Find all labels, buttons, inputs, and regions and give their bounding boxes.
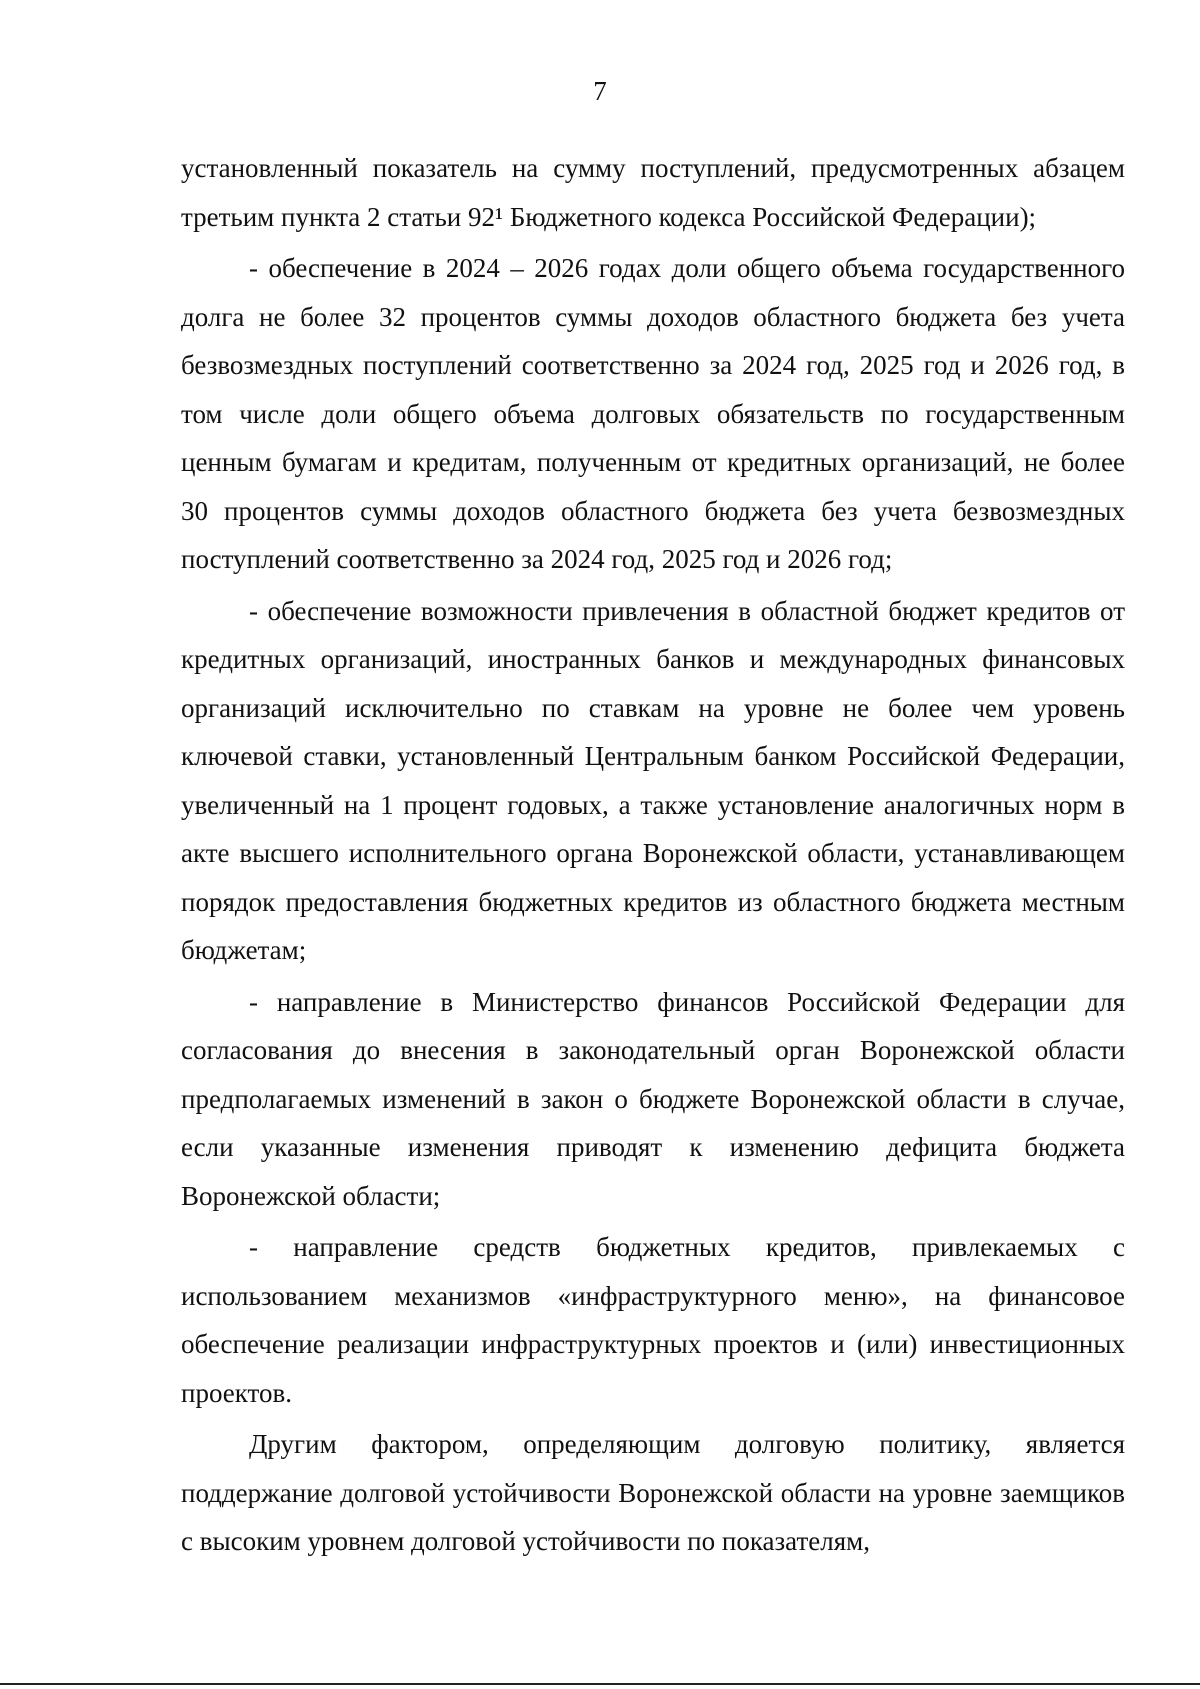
paragraph-ministry-approval: - направление в Министерство финансов Российской Федерации для согласования до внесения в законодательный орган Воронежской области предполагаемых изменений в закон о бюджете Воронежской области в случае, если указанные изменения приводят к изменению дефицита бюджета Воронежской области; <box>181 986 1125 1211</box>
page-number: 7 <box>593 76 607 106</box>
paragraph-credit-rates: - обеспечение возможности привлечения в областной бюджет кредитов от кредитных организаций, иностранных банков и международных финансовых организаций исключительно по ставкам на уровне не более чем уровень ключевой ставки, установленный Центральным банком Российской Федерации, увеличенный на 1 процент годовых, а также установление аналогичных норм в акте высшего исполнительного органа Воронежской области, устанавливающем порядок предоставления бюджетных кредитов из областного бюджета местным бюджетам; <box>181 595 1125 965</box>
document-body <box>181 144 1125 1569</box>
bottom-rule <box>0 1683 1200 1685</box>
paragraph-debt-sustainability: Другим фактором, определяющим долговую политику, является поддержание долговой устойчивости Воронежской области на уровне заемщиков с высоким уровнем долговой устойчивости по показателям, <box>181 1429 1125 1556</box>
paragraph-continuation: установленный показатель на сумму поступлений, предусмотренных абзацем третьим пункта 2 статьи 92¹ Бюджетного кодекса Российской Федерации); <box>181 153 1125 232</box>
paragraph-infrastructure-menu: - направление средств бюджетных кредитов, привлекаемых с использованием механизмов «инфраструктурного меню», на финансовое обеспечение реализации инфраструктурных проектов и (или) инвестиционных проектов. <box>181 1232 1125 1408</box>
paragraph-debt-share: - обеспечение в 2024 – 2026 годах доли общего объема государственного долга не более 32 процентов суммы доходов областного бюджета без учета безвозмездных поступлений соответственно за 2024 год, 2025 год и 2026 год, в том числе доли общего объема долговых обязательств по государственным ценным бумагам и кредитам, полученным от кредитных организаций, не более 30 процентов суммы доходов областного бюджета без учета безвозмездных поступлений соответственно за 2024 год, 2025 год и 2026 год; <box>181 253 1125 574</box>
